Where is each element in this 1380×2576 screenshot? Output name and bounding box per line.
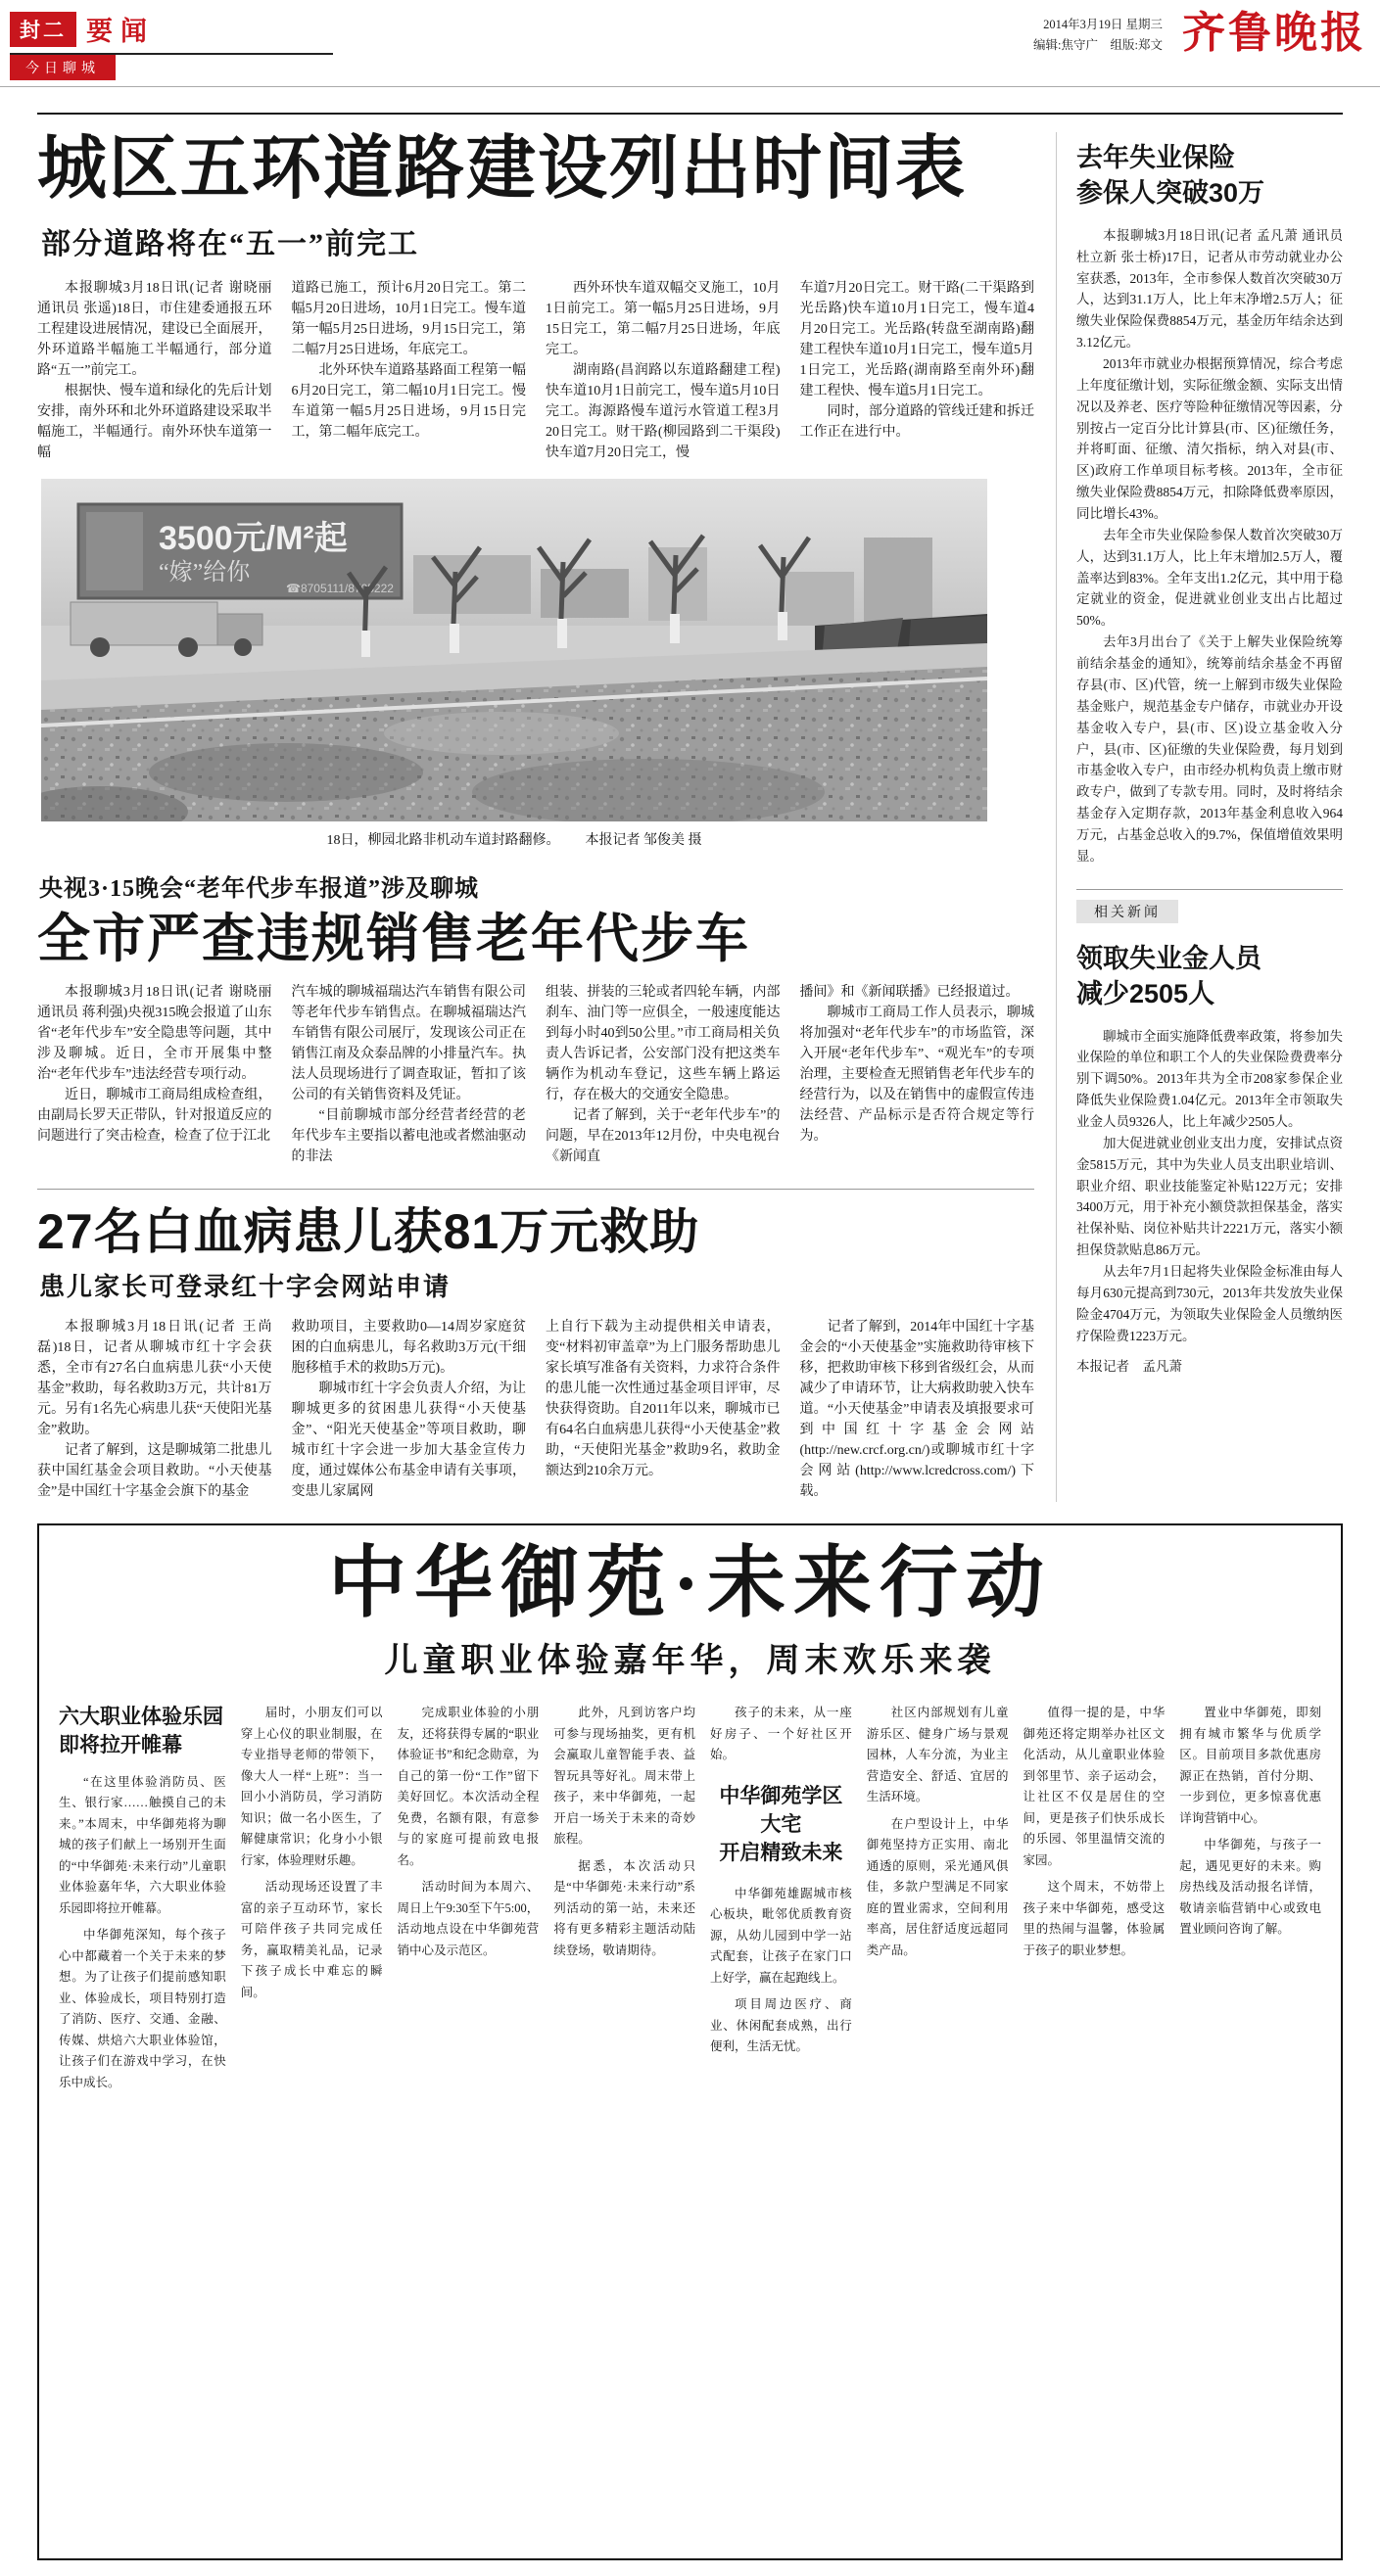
paragraph: 汽车城的聊城福瑞达汽车销售有限公司等老年代步车销售点。在聊城福瑞达汽车销售有限公司展厅，发现该公司正在销售江南及众泰品牌的小排量汽车。执法人员现场进行了调查取证，暂扣了该公司的有关销售资料及凭证。 xyxy=(291,985,526,1103)
paragraph: 活动现场还设置了丰富的亲子互动环节，家长可陪伴孩子共同完成任务，赢取精美礼品，记录下孩子成长中难忘的瞬间。 xyxy=(240,1880,383,1999)
paragraph: 组装、拼装的三轮或者四轮车辆，内部刹车、油门等一应俱全，一般速度能达到每小时40到50公里。”市工商局相关负责人告诉记者，公安部门没有把这类车辆作为机动车登记，这些车辆上路运行，存在极大的交通安全隐患。 xyxy=(546,985,781,1103)
paragraph: 同时，部分道路的管线迁建和拆迁工作正在进行中。 xyxy=(799,403,1034,440)
paragraph: “目前聊城市部分经营者经营的老年代步车主要指以蓄电池或者燃油驱动的非法 xyxy=(291,1108,526,1165)
insurance-title-line2: 参保人突破30万 xyxy=(1076,178,1265,209)
article-road-construction xyxy=(37,132,1034,463)
lead-headline: 城区五环道路建设列出时间表 xyxy=(37,130,968,208)
paragraph: 记者了解到，2014年中国红十字基金会的“小天使基金”实施救助待审核下移，把救助审核下移到省级红会，从而减少了申请环节，让大病救助驶入快车道。“小天使基金”申请表及填报要求可到中国红十字基金会网站(http://new.crcf.org.cn/)或聊城市红十字会网站(http://www.lcredcross.com/)下载。 xyxy=(799,1320,1034,1500)
paragraph: 西外环快车道双幅交叉施工，10月1日前完工。第一幅5月25日进场，9月15日完工，第二幅7月25日进场，年底完工。 xyxy=(546,280,781,357)
photo-caption: 18日，柳园北路非机动车道封路翻修。 xyxy=(326,832,560,848)
ad-body xyxy=(59,1703,1321,2545)
insurance-title xyxy=(1076,140,1343,211)
paragraph: 记者了解到，关于“老年代步车”的问题，早在2013年12月份，中央电视台《新闻直 xyxy=(546,1108,781,1165)
related-title xyxy=(1076,941,1343,1012)
kicker: 央视3·15晚会“老年代步车报道”涉及聊城 xyxy=(39,875,480,902)
paragraph: 道路已施工，预计6月20日完工。第二幅5月20日进场，10月1日完工。慢车道第一幅5月25日进场，9月15日完工，第二幅7月25日进场，年底完工。 xyxy=(291,280,526,357)
right-column xyxy=(1056,132,1343,1502)
paragraph: 孩子的未来，从一座好房子、一个好社区开始。 xyxy=(710,1706,852,1762)
page-number-tab: 封二 xyxy=(10,12,76,47)
leukemia-headline: 27名白血病患儿获81万元救助 xyxy=(37,1204,700,1260)
paragraph: 本报聊城3月18日讯(记者 谢晓丽 通讯员 张遥)18日，市住建委通报五环工程建设进展情况，建设已全面展开，外环道路半幅施工半幅通行，部分道路“五一”前完工。 xyxy=(37,280,272,378)
paragraph: 项目周边医疗、商业、休闲配套成熟，出行便利，生活无忧。 xyxy=(710,1997,852,2054)
paragraph: 置业中华御苑，即刻拥有城市繁华与优质学区。目前项目多款优惠房源正在热销，首付分期、一步到位，更多惊喜优惠详询营销中心。 xyxy=(1179,1706,1321,1825)
paragraph: 上自行下载为主动提供相关申请表，变“材料初审盖章”为上门服务帮助患儿家长填写准备有关资料，力求符合条件的患儿能一次性通过基金项目评审，尽快获得资助。自2011年以来，聊城市已有64名白血病患儿获得“小天使基金”救助，“天使阳光基金”救助9名，救助金额达到210余万元。 xyxy=(546,1320,781,1479)
ad-mid-heading-line1: 中华御苑学区大宅 xyxy=(719,1784,843,1836)
photo-frame xyxy=(41,479,987,821)
paragraph: 记者了解到，这是聊城第二批患儿获中国红基金会项目救助。“小天使基金”是中国红十字基金会旗下的基金 xyxy=(37,1443,272,1500)
paragraph: 2013年市就业办根据预算情况，综合考虑上年度征缴计划，实际征缴金额、实际支出情况以及养老、医疗等险种征缴情况等因素，分别按占一定百分比计算县(市、区)征缴任务，并将町面、征缴、清欠指标，纳入对县(市、区)政府工作单项目标考核。2013年，全市征缴失业保险费8854万元，扣除降低费率原因，同比增长43%。 xyxy=(1076,356,1343,522)
byline: 本报记者 孟凡萧 xyxy=(1076,1359,1182,1375)
paragraph: 中华御苑，与孩子一起，遇见更好的未来。购房热线及活动报名详情，敬请亲临营销中心或致电置业顾问咨询了解。 xyxy=(1179,1838,1321,1937)
paragraph: 救助项目，主要救助0—14周岁家庭贫困的白血病患儿，每名救助3万元(干细胞移植手术的救助5万元)。 xyxy=(291,1320,526,1377)
paragraph: 本报聊城3月18日讯(记者 王尚磊)18日，记者从聊城市红十字会获悉，全市有27名白血病患儿获“小天使基金”救助，每名救助3万元，共计81万元。另有1名先心病患儿获“天使阳光基金”救助。 xyxy=(37,1320,272,1438)
paragraph: 北外环快车道路基路面工程第一幅6月20日完工，第二幅10月1日完工。慢车道第一幅5月25日进场，9月15日完工，第二幅年底完工。 xyxy=(291,362,526,440)
related-title-line2: 减少2505人 xyxy=(1076,979,1215,1009)
related-news-tab: 相关新闻 xyxy=(1076,900,1178,923)
section-rule xyxy=(37,1189,1034,1190)
ad-left-heading-line1: 六大职业体验乐园 xyxy=(59,1706,223,1729)
article-scooter-crackdown xyxy=(37,868,1034,1167)
lead-body xyxy=(37,278,1034,463)
paragraph: 播间》和《新闻联播》已经报道过。 xyxy=(799,985,1020,1001)
paragraph: 从去年7月1日起将失业保险金标准由每人每月630元提高到730元，2013年共发放失业保险金4704万元，为领取失业保险金人员缴纳医疗保险费1223万元。 xyxy=(1076,1263,1343,1343)
photo-credit: 本报记者 邹俊美 摄 xyxy=(585,832,702,848)
paragraph: 完成职业体验的小朋友，还将获得专属的“职业体验证书”和纪念勋章，为自己的第一份“工作”留下美好回忆。本次活动全程免费，名额有限，有意参与的家庭可提前致电报名。 xyxy=(397,1706,540,1867)
paragraph: 聊城市全面实施降低费率政策，将参加失业保险的单位和职工个人的失业保险费费率分别下调50%。2013年共为全市208家参保企业降低失业保险费1.04亿元。2013年全市领取失业金人员9326人，比上年减少2505人。 xyxy=(1076,1028,1343,1129)
leukemia-body xyxy=(37,1317,1034,1502)
ad-left-heading-line2: 即将拉开帷幕 xyxy=(59,1734,182,1757)
paragraph: 本报聊城3月18日讯(记者 孟凡萧 通讯员 杜立新 张士桥)17日，记者从市劳动就业办公室获悉，2013年，全市参保人数首次突破30万人，达到31.1万人，比上年末净增2.5万人；征缴失业保险保费8854万元，基金历年结余达到3.12亿元。 xyxy=(1076,227,1343,351)
paper-logo: 齐鲁晚报 xyxy=(1182,9,1366,57)
related-title-line1: 领取失业金人员 xyxy=(1076,943,1261,973)
billboard-phone-text: ☎8705111/8705222 xyxy=(286,581,394,595)
masthead-hairline xyxy=(0,86,1380,87)
paragraph: 此外，凡到访客户均可参与现场抽奖，更有机会赢取儿童智能手表、益智玩具等好礼。周末带上孩子，来中华御苑，一起开启一场关于未来的奇妙旅程。 xyxy=(553,1706,696,1847)
paragraph: 中华御苑雄踞城市核心板块，毗邻优质教育资源，从幼儿园到中学一站式配套，让孩子在家门口上好学，赢在起跑线上。 xyxy=(710,1886,852,1985)
paragraph: “在这里体验消防员、医生、银行家……触摸自己的未来。”本周末，中华御苑将为聊城的孩子们献上一场别开生面的“中华御苑·未来行动”儿童职业体验嘉年华，六大职业体验乐园即将拉开帷幕。 xyxy=(59,1774,226,1915)
news-photo xyxy=(41,479,987,849)
ad-subhead: 儿童职业体验嘉年华，周末欢乐来袭 xyxy=(384,1643,996,1680)
paragraph: 湖南路(昌润路以东道路翻建工程)快车道10月1日前完工，慢车道5月10日完工。海源路慢车道污水管道工程3月20日完工。财干路(柳园路到二干渠段)快车道7月20日完工，慢 xyxy=(546,362,781,460)
paragraph: 这个周末，不妨带上孩子来中华御苑，感受这里的热闹与温馨，体验属于孩子的职业梦想。 xyxy=(1023,1880,1166,1957)
date-line: 2014年3月19日 星期三 xyxy=(1043,18,1163,31)
scooter-body xyxy=(37,982,1034,1167)
editor-line: 编辑:焦守广 组版:郑文 xyxy=(1033,38,1163,53)
paragraph: 车道7月20日完工。财干路(二干渠路到光岳路)快车道10月1日完工，慢车道4月20日完工。光岳路(转盘至湖南路)翻建工程快车道10月1日完工，慢车道5月1日完工，光岳路(湖南路至南外环)翻建工程快、慢车道5月1日完工。 xyxy=(799,280,1034,398)
section-label: 要闻 xyxy=(86,17,155,46)
paragraph: 据悉，本次活动只是“中华御苑·未来行动”系列活动的第一站，未来还将有更多精彩主题活动陆续登场，敬请期待。 xyxy=(553,1858,696,1957)
scooter-headline: 全市严查违规销售老年代步车 xyxy=(37,909,750,968)
paragraph: 中华御苑深知，每个孩子心中都藏着一个关于未来的梦想。为了让孩子们提前感知职业、体验成长，项目特别打造了消防、医疗、交通、金融、传媒、烘焙六大职业体验馆，让孩子们在游戏中学习，在快乐中成长。 xyxy=(59,1928,226,2089)
edition-tab: 今日聊城 xyxy=(10,55,116,80)
lead-subhead: 部分道路将在“五一”前完工 xyxy=(41,227,419,260)
paragraph: 在户型设计上，中华御苑坚持方正实用、南北通透的原则，采光通风俱佳，多款户型满足不同家庭的置业需求，空间利用率高，居住舒适度远超同类产品。 xyxy=(866,1816,1009,1957)
ad-title: 中华御苑·未来行动 xyxy=(328,1541,1052,1628)
ad-mid-heading xyxy=(710,1782,852,1868)
paragraph: 本报聊城3月18日讯(记者 谢晓丽 通讯员 蒋利强)央视315晚会报道了山东省“老年代步车”安全隐患等问题，其中涉及聊城。近日，全市开展集中整治“老年代步车”违法经营专项行动。 xyxy=(37,985,272,1083)
paragraph: 去年3月出台了《关于上解失业保险统筹前结余基金的通知》，统筹前结余基金不再留存县(市、区)代管，统一上解到市级失业保险基金账户，规范基金专户储存，市就业办开设基金收入专户，县(市、区)设立基金收入分户，县(市、区)征缴的失业保险费，每月划到市基金收入专户，由市经办机构负责上缴市财政专户，做到了专款专用。同时，及时将结余基金存入定期存款，2013年基金利息收入964万元，占基金总收入的9.7%，保值增值效果明显。 xyxy=(1076,634,1343,864)
article-leukemia-aid xyxy=(37,1189,1034,1502)
construction-photo-illustration xyxy=(41,479,987,821)
paragraph: 聊城市工商局工作人员表示，聊城将加强对“老年代步车”的市场监管，深入开展“老年代步车”、“观光车”的专项治理，主要检查无照销售老年代步车的经营行为，以及在销售中的虚假宣传违法经营、产品标示是否符合规定等行为。 xyxy=(799,1006,1034,1145)
masthead xyxy=(0,0,1380,80)
ad-mid-heading-line2: 开启精致未来 xyxy=(719,1842,843,1865)
paragraph: 去年全市失业保险参保人数首次突破30万人，达到31.1万人，比上年末增加2.5万人，覆盖率达到83%。全年支出1.2亿元，其中用于稳定就业的资金，促进就业创业支出占比超过50%。 xyxy=(1076,527,1343,629)
paragraph: 聊城市红十字会负责人介绍，为让聊城更多的贫困患儿获得“小天使基金”、“阳光天使基金”等项目救助，聊城市红十字会进一步加大基金宣传力度，通过媒体公布基金申请有关事项，变患儿家属网 xyxy=(291,1382,526,1500)
paragraph: 活动时间为本周六、周日上午9:30至下午5:00，活动地点设在中华御苑营销中心及示范区。 xyxy=(397,1880,540,1957)
paragraph: 届时，小朋友们可以穿上心仪的职业制服，在专业指导老师的带领下，像大人一样“上班”：当一回小小消防员，学习消防知识；做一名小医生，了解健康常识；化身小小银行家，体验理财乐趣。 xyxy=(240,1706,383,1867)
advertisement xyxy=(37,1523,1343,2560)
insurance-title-line1: 去年失业保险 xyxy=(1076,143,1235,172)
article-unemployment-insurance xyxy=(1076,140,1343,867)
leukemia-subhead: 患儿家长可登录红十字会网站申请 xyxy=(39,1273,452,1302)
paragraph: 加大促进就业创业支出力度，安排试点资金5815万元，其中为失业人员支出职业培训、职业介绍、职业技能鉴定补贴122万元；安排3400万元，用于补充小额贷款担保基金，落实社保补贴、岗位补贴共计2221万元，落实小额担保贷款贴息86万元。 xyxy=(1076,1135,1343,1258)
paragraph: 根据快、慢车道和绿化的先后计划安排，南外环和北外环道路建设采取半幅施工，半幅通行。南外环快车道第一幅 xyxy=(37,383,272,460)
paragraph: 近日，聊城市工商局组成检查组，由副局长罗天正带队，针对报道反应的问题进行了突击检查，检查了位于江北 xyxy=(37,1088,272,1145)
billboard-slogan-text: “嫁”给你 xyxy=(159,559,251,585)
paragraph: 社区内部规划有儿童游乐区、健身广场与景观园林，人车分流，为业主营造安全、舒适、宜居的生活环境。 xyxy=(866,1706,1009,1804)
article-related-news xyxy=(1076,889,1343,1379)
paragraph: 值得一提的是，中华御苑还将定期举办社区文化活动，从儿童职业体验到邻里节、亲子运动会，让社区不仅是居住的空间，更是孩子们快乐成长的乐园、邻里温情交流的家园。 xyxy=(1023,1706,1166,1867)
billboard-price-text: 3500元/M²起 xyxy=(159,519,348,557)
ad-left-heading xyxy=(59,1703,226,1760)
